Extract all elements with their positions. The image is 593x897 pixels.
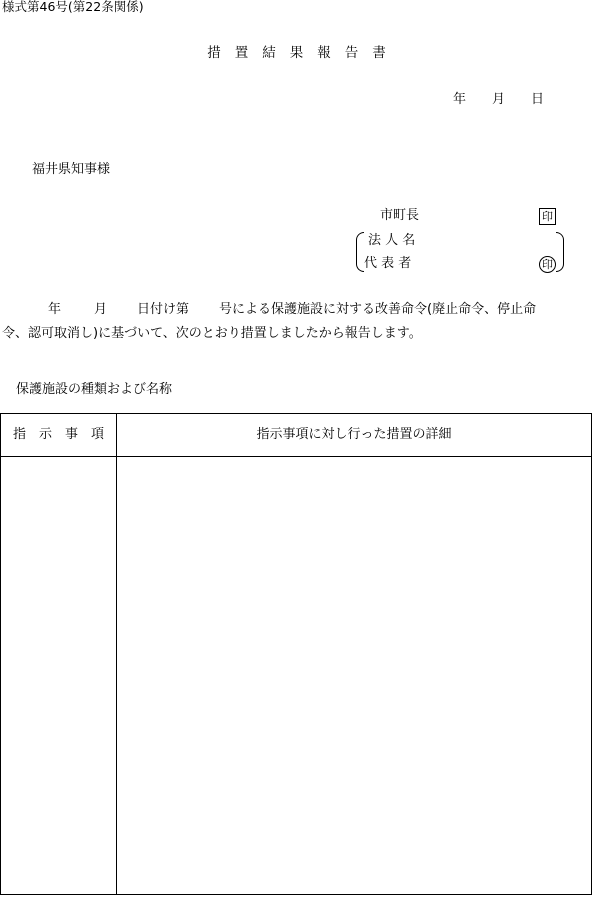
body-year: 年 bbox=[48, 302, 62, 317]
header-measures-detail: 指示事項に対し行った措置の詳細 bbox=[256, 427, 452, 442]
measures-detail-cell[interactable] bbox=[117, 457, 591, 894]
addressee: 福井県知事様 bbox=[32, 162, 111, 177]
instructions-cell[interactable] bbox=[1, 457, 116, 894]
body-dated-no: 日付け第 bbox=[137, 302, 190, 317]
body-rest: 号による保護施設に対する改善命令(廃止命令、停止命 bbox=[219, 302, 537, 317]
title-char: 置 bbox=[234, 45, 249, 61]
facility-type-name-label: 保護施設の種類および名称 bbox=[16, 382, 173, 397]
date-month: 月 bbox=[492, 92, 506, 107]
title-char: 告 bbox=[344, 45, 359, 61]
date-line bbox=[453, 93, 544, 106]
instruction-measures-table bbox=[0, 413, 592, 895]
body-month: 月 bbox=[94, 302, 108, 317]
bracket-left bbox=[356, 232, 364, 272]
title-char: 結 bbox=[262, 45, 276, 61]
date-day: 日 bbox=[531, 92, 545, 107]
mayor-label: 市町長 bbox=[380, 208, 420, 223]
title-char: 措 bbox=[207, 45, 221, 61]
corporation-name-label: 法 人 名 bbox=[368, 233, 416, 248]
body-text-line-1 bbox=[48, 303, 536, 316]
seal-mark-square: 印 bbox=[539, 208, 556, 225]
body-text-line-2: 令、認可取消し)に基づいて、次のとおり措置しましたから報告します。 bbox=[2, 326, 422, 341]
title-char: 報 bbox=[317, 45, 331, 61]
title-char: 書 bbox=[372, 45, 386, 61]
representative-label: 代 表 者 bbox=[364, 256, 412, 271]
bracket-right bbox=[556, 232, 564, 272]
seal-mark-round: 印 bbox=[539, 256, 556, 273]
date-year: 年 bbox=[453, 92, 467, 107]
header-instructions: 指 示 事 項 bbox=[12, 427, 104, 442]
form-number: 様式第46号(第22条関係) bbox=[2, 0, 144, 14]
document-title bbox=[0, 47, 593, 61]
title-char: 果 bbox=[289, 45, 304, 61]
